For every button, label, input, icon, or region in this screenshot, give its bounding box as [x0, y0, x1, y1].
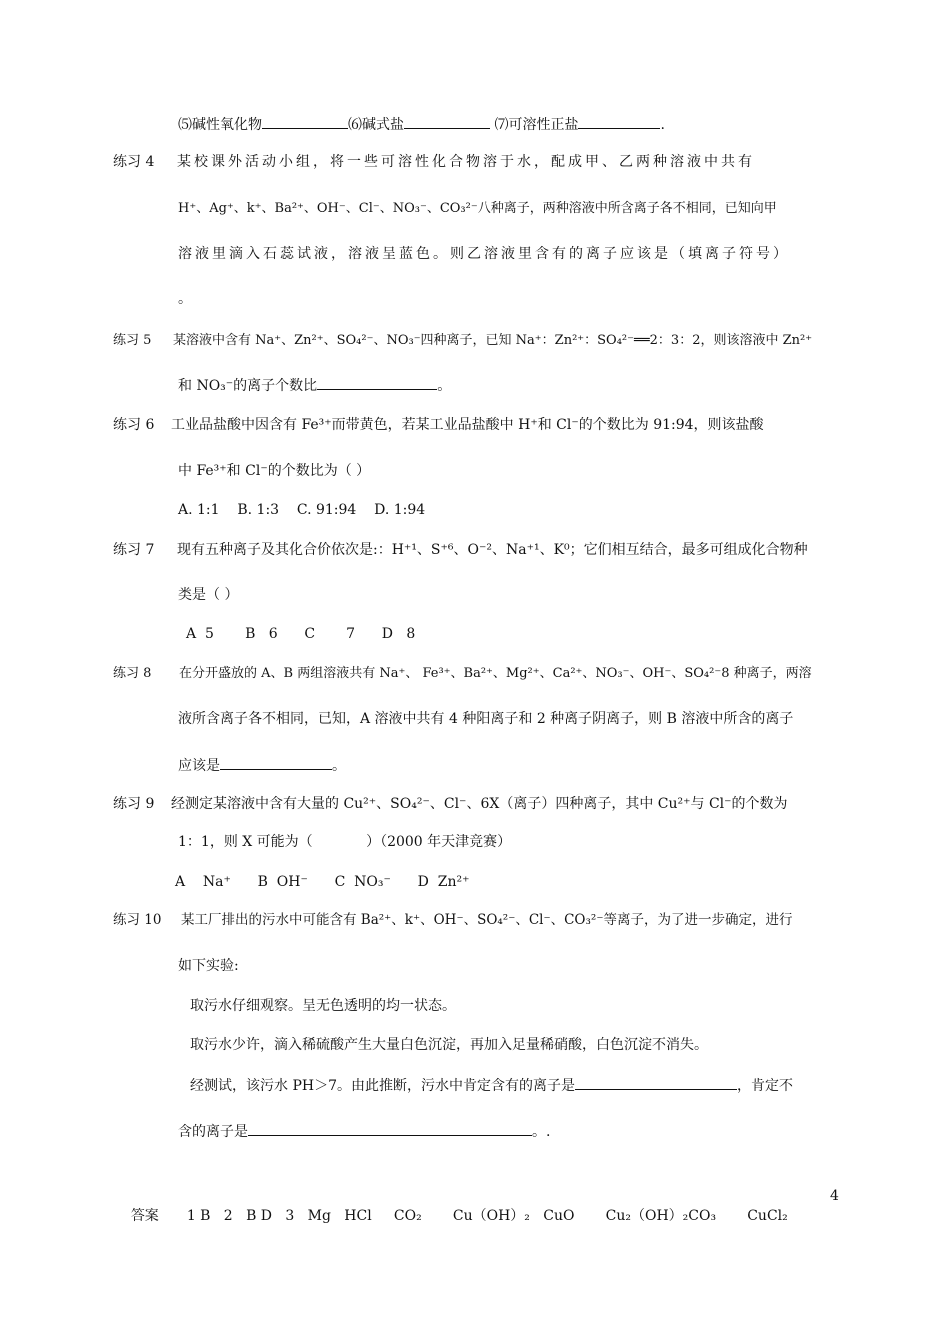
- q5-end-mark: 。: [437, 378, 452, 394]
- answer-blank: [575, 1075, 737, 1090]
- q10-label: 练习 10: [113, 912, 162, 928]
- q4-line-2: H⁺、Ag⁺、k⁺、Ba²⁺、OH⁻、Cl⁻、NO₃⁻、CO₃²⁻八种离子，两种溶液中所含离子各不相同，已知向甲: [178, 201, 777, 216]
- q10-text-4: 含的离子是: [178, 1124, 248, 1140]
- q8-text-3: 应该是: [178, 758, 220, 774]
- answer-blank: [248, 1121, 532, 1136]
- q4-label: 练习 4: [113, 154, 155, 170]
- q10-step-3: [190, 1075, 793, 1096]
- q4-text-1: 某校课外活动小组，将一些可溶性化合物溶于水，配成甲、乙两种溶液中共有: [177, 154, 755, 170]
- answers-label: 答案: [130, 1208, 159, 1224]
- q4-line-1: [113, 152, 755, 172]
- q9-line-1: [113, 794, 788, 814]
- answers-line: [113, 1186, 788, 1246]
- answers-text: 1 B 2 B D 3 Mg HCl CO₂ Cu（OH）₂ CuO Cu₂（OH）₂CO₃ CuCl₂: [186, 1208, 788, 1224]
- q10-text-1: 某工厂排出的污水中可能含有 Ba²⁺、k⁺、OH⁻、SO₄²⁻、Cl⁻、CO₃²⁻等离子，为了进一步确定，进行: [181, 912, 793, 928]
- q8-label: 练习 8: [113, 666, 152, 681]
- q3-item-6: ⑹碱式盐: [348, 117, 404, 133]
- q6-line-1: [113, 415, 764, 435]
- q8-line-2: 液所含离子各不相同，已知，A 溶液中共有 4 种阳离子和 2 种离子阴离子，则 B 溶液中所含的离子: [178, 711, 794, 727]
- q3-item-7: ⑺可溶性正盐: [494, 117, 579, 133]
- q8-text-1: 在分开盛放的 A、B 两组溶液共有 Na⁺、 Fe³⁺、Ba²⁺、Mg²⁺、Ca²⁺、NO₃⁻、OH⁻、SO₄²⁻8 种离子，两溶: [179, 666, 812, 681]
- q10-text-3: 经测试，该污水 PH＞7。由此推断，污水中肯定含有的离子是: [190, 1078, 575, 1094]
- q4-line-3: [178, 244, 790, 264]
- q4-text-3: 溶液里滴入石蕊试液，溶液呈蓝色。则乙溶液里含有的离子应该是（填离子符号）: [178, 246, 790, 262]
- answer-blank: [317, 375, 437, 390]
- q6-line-2: 中 Fe³⁺和 Cl⁻的个数比为（ ）: [178, 463, 371, 479]
- q9-options: A Na⁺ B OH⁻ C NO₃⁻ D Zn²⁺: [175, 874, 470, 890]
- q7-line-1: [113, 540, 808, 560]
- q7-line-2: 类是（ ）: [178, 587, 239, 603]
- q10-step-2: 取污水少许，滴入稀硫酸产生大量白色沉淀，再加入足量稀硝酸，白色沉淀不消失。: [190, 1037, 708, 1053]
- q10-step-1: 取污水仔细观察。呈无色透明的均一状态。: [190, 998, 456, 1014]
- q3-item-5: ⑸碱性氧化物: [178, 117, 262, 133]
- q10-step-4: [178, 1121, 550, 1142]
- q5-text-1: 某溶液中含有 Na⁺、Zn²⁺、SO₄²⁻、NO₃⁻四种离子，已知 Na⁺：Zn²⁺：SO₄²⁻══2：3：2，则该溶液中 Zn²⁺: [173, 333, 813, 348]
- q5-text-2: 和 NO₃⁻的离子个数比: [178, 378, 318, 394]
- q3-tail-line: [178, 114, 665, 135]
- answer-blank: [578, 114, 660, 129]
- q6-options: A. 1:1 B. 1:3 C. 91:94 D. 1:94: [178, 502, 426, 518]
- q10-line-1: [113, 910, 792, 930]
- q10-line-2: 如下实验:: [178, 958, 239, 974]
- q6-label: 练习 6: [113, 417, 155, 433]
- q7-text-1: 现有五种离子及其化合价依次是:：H⁺¹、S⁺⁶、O⁻²、Na⁺¹、K⁰；它们相互结合，最多可组成化合物种: [177, 542, 808, 558]
- q5-line-2: [178, 375, 451, 396]
- q8-line-1: [113, 664, 812, 684]
- q9-text-1: 经测定某溶液中含有大量的 Cu²⁺、SO₄²⁻、Cl⁻、6X（离子）四种离子，其中 Cu²⁺与 Cl⁻的个数为: [171, 796, 788, 812]
- q5-line-1: [113, 331, 812, 351]
- answer-blank: [262, 114, 348, 129]
- q7-options: A 5 B 6 C 7 D 8: [186, 626, 416, 642]
- q6-text-1: 工业品盐酸中因含有 Fe³⁺而带黄色，若某工业品盐酸中 H⁺和 Cl⁻的个数比为 91:94，则该盐酸: [171, 417, 764, 433]
- q10-end-mark: 。.: [532, 1124, 551, 1140]
- q5-label: 练习 5: [113, 333, 152, 348]
- q10-text-3b: ，肯定不: [737, 1078, 793, 1094]
- q8-line-3: [178, 755, 346, 776]
- q8-end-mark: 。: [332, 758, 346, 774]
- q3-end-mark: .: [660, 117, 665, 133]
- answers-tail: 4: [830, 1188, 839, 1204]
- answer-blank: [220, 755, 332, 770]
- answer-blank: [404, 114, 490, 129]
- q9-line-2: 1：1，则 X 可能为（ ）（2000 年天津竞赛）: [178, 834, 512, 850]
- q7-label: 练习 7: [113, 542, 155, 558]
- q9-label: 练习 9: [113, 796, 155, 812]
- q4-line-4: 。: [178, 291, 192, 307]
